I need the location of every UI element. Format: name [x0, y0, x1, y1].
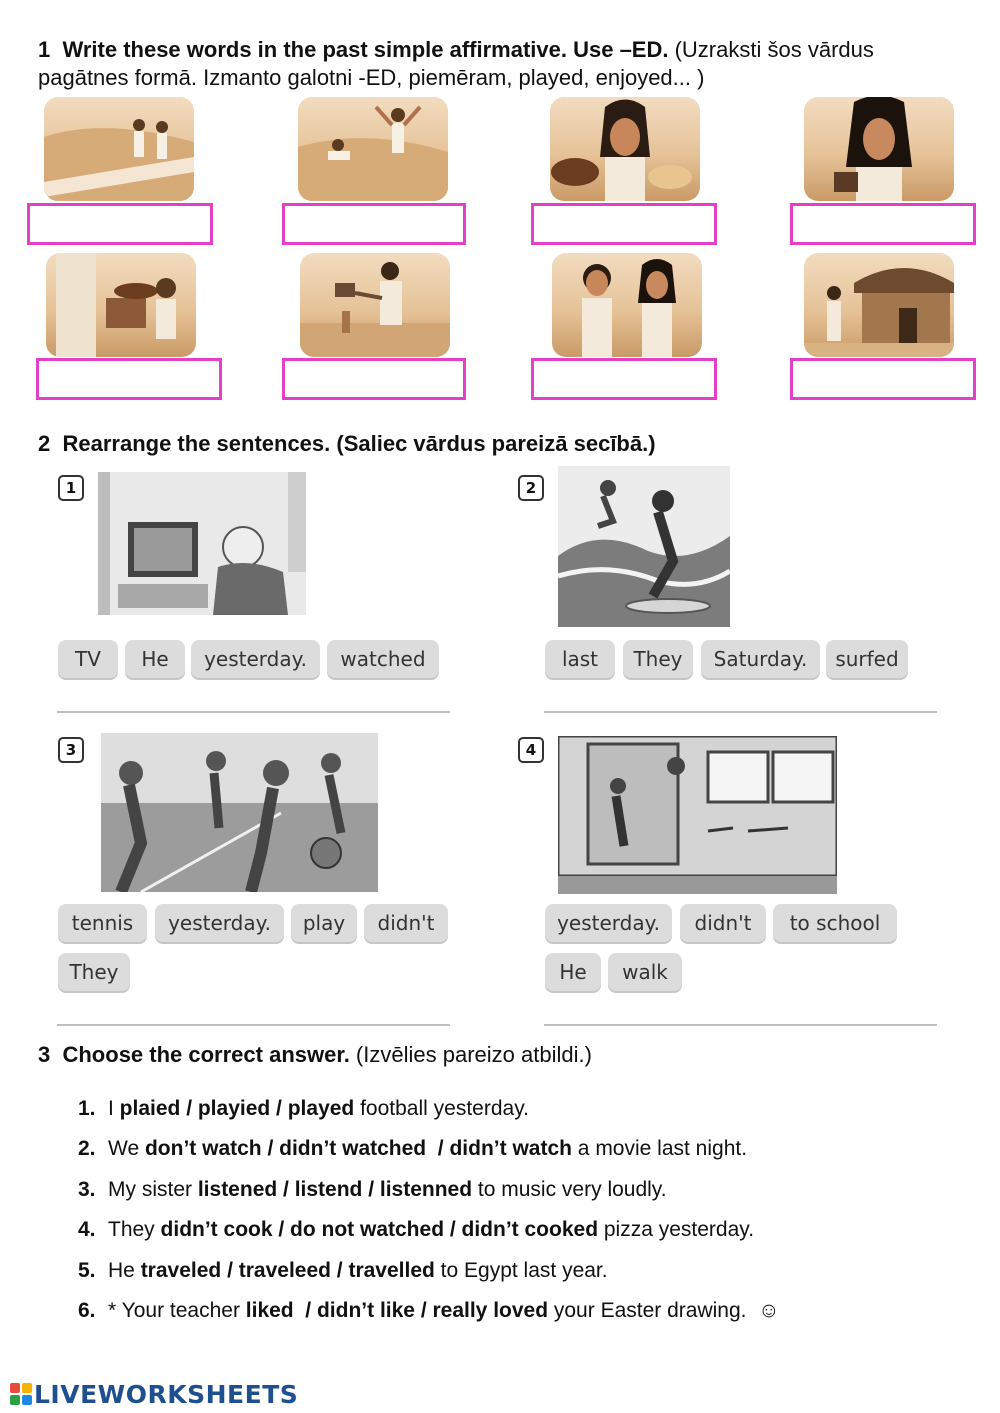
section2-heading	[38, 430, 656, 458]
question-row	[78, 1095, 529, 1123]
section2-title: Rearrange the sentences. (Saliec vārdus pareizā secībā.)	[62, 431, 656, 456]
answer-box-3[interactable]	[531, 203, 717, 245]
answer-box-6[interactable]	[282, 358, 466, 400]
exercise-number-badge: 3	[58, 737, 84, 763]
word-chip[interactable]: play	[291, 904, 357, 942]
word-chip[interactable]: last	[545, 640, 615, 678]
running-jumping-picture	[298, 97, 448, 201]
section2-number: 2	[38, 431, 51, 456]
desert-walkers-picture	[44, 97, 194, 201]
question-prefix: My sister	[108, 1178, 198, 1201]
question-row	[78, 1257, 608, 1285]
answer-line[interactable]	[57, 1024, 450, 1026]
word-chip[interactable]: TV	[58, 640, 118, 678]
bus-picture	[558, 736, 837, 894]
word-chip[interactable]: watched	[327, 640, 439, 678]
word-chip[interactable]: to school	[773, 904, 897, 942]
question-suffix: a movie last night.	[571, 1137, 748, 1160]
liveworksheets-logo[interactable]	[10, 1380, 298, 1408]
word-chip[interactable]: walk	[608, 953, 682, 991]
word-chip[interactable]: He	[545, 953, 601, 991]
question-options[interactable]: didn’t cook / do not watched / didn’t cooked	[160, 1218, 599, 1241]
section3-title-bold: Choose the correct answer.	[62, 1042, 350, 1067]
watching-tv-picture	[98, 472, 306, 615]
section1-number: 1	[38, 37, 51, 62]
exercise-number-badge: 4	[518, 737, 544, 763]
word-chip[interactable]: didn't	[680, 904, 766, 942]
answer-line[interactable]	[57, 711, 450, 713]
word-chip[interactable]: They	[623, 640, 693, 678]
word-chip[interactable]: yesterday.	[545, 904, 672, 942]
children-playing-picture	[101, 733, 378, 892]
question-prefix: I	[108, 1097, 120, 1120]
question-number: 5.	[78, 1259, 96, 1282]
section1-title-line2: pagātnes formā. Izmanto galotni -ED, piemēram, played, enjoyed... )	[38, 65, 705, 90]
question-row	[78, 1176, 667, 1204]
section3-number: 3	[38, 1042, 51, 1067]
woman-with-food-picture	[550, 97, 700, 201]
question-options[interactable]: don’t watch / didn’t watched / didn’t watch	[144, 1137, 572, 1160]
question-options[interactable]: listened / listend / listenned	[197, 1178, 473, 1201]
question-prefix: They	[108, 1218, 161, 1241]
answer-line[interactable]	[544, 1024, 937, 1026]
surfing-picture	[558, 466, 730, 627]
word-chip[interactable]: Saturday.	[701, 640, 820, 678]
answer-line[interactable]	[544, 711, 937, 713]
two-children-talking-picture	[552, 253, 702, 357]
answer-box-4[interactable]	[790, 203, 976, 245]
question-row	[78, 1216, 754, 1244]
word-chip[interactable]: yesterday.	[155, 904, 284, 942]
word-chip[interactable]: tennis	[58, 904, 147, 942]
question-suffix: football yesterday.	[354, 1097, 529, 1120]
question-options[interactable]: plaied / playied / played	[119, 1097, 355, 1120]
answer-box-8[interactable]	[790, 358, 976, 400]
exercise-number-badge: 2	[518, 475, 544, 501]
answer-box-5[interactable]	[36, 358, 222, 400]
word-chip[interactable]: They	[58, 953, 130, 991]
question-suffix: your Easter drawing. ☺	[548, 1299, 780, 1322]
question-options[interactable]: liked / didn’t like / really loved	[245, 1299, 549, 1322]
question-number: 4.	[78, 1218, 96, 1241]
question-options[interactable]: traveled / traveleed / travelled	[140, 1259, 435, 1282]
word-chip[interactable]: didn't	[364, 904, 448, 942]
question-number: 1.	[78, 1097, 96, 1120]
logo-grid-icon	[10, 1383, 32, 1405]
question-prefix: * Your teacher	[108, 1299, 246, 1322]
section3-title-rest: (Izvēlies pareizo atbildi.)	[349, 1042, 592, 1067]
woman-cooking-picture	[804, 97, 954, 201]
question-number: 3.	[78, 1178, 96, 1201]
section1-title-bold: Write these words in the past simple affirmative. Use –ED.	[62, 37, 669, 62]
logo-text: LIVEWORKSHEETS	[34, 1379, 299, 1409]
question-number: 6.	[78, 1299, 96, 1322]
answer-box-2[interactable]	[282, 203, 466, 245]
word-chip[interactable]: surfed	[826, 640, 908, 678]
question-prefix: He	[108, 1259, 141, 1282]
answer-box-7[interactable]	[531, 358, 717, 400]
section1-title-rest: (Uzraksti šos vārdus	[668, 37, 874, 62]
section3-heading	[38, 1041, 592, 1069]
question-suffix: to Egypt last year.	[434, 1259, 608, 1282]
question-prefix: We	[108, 1137, 145, 1160]
hut-picture	[804, 253, 954, 357]
question-number: 2.	[78, 1137, 96, 1160]
question-row	[78, 1135, 747, 1163]
question-suffix: pizza yesterday.	[598, 1218, 755, 1241]
exercise-number-badge: 1	[58, 475, 84, 501]
boy-carrying-basket-picture	[46, 253, 196, 357]
word-chip[interactable]: yesterday.	[191, 640, 320, 678]
word-chip[interactable]: He	[125, 640, 185, 678]
section1-heading	[38, 36, 978, 92]
hammering-picture	[300, 253, 450, 357]
answer-box-1[interactable]	[27, 203, 213, 245]
question-row	[78, 1297, 780, 1325]
question-suffix: to music very loudly.	[472, 1178, 667, 1201]
